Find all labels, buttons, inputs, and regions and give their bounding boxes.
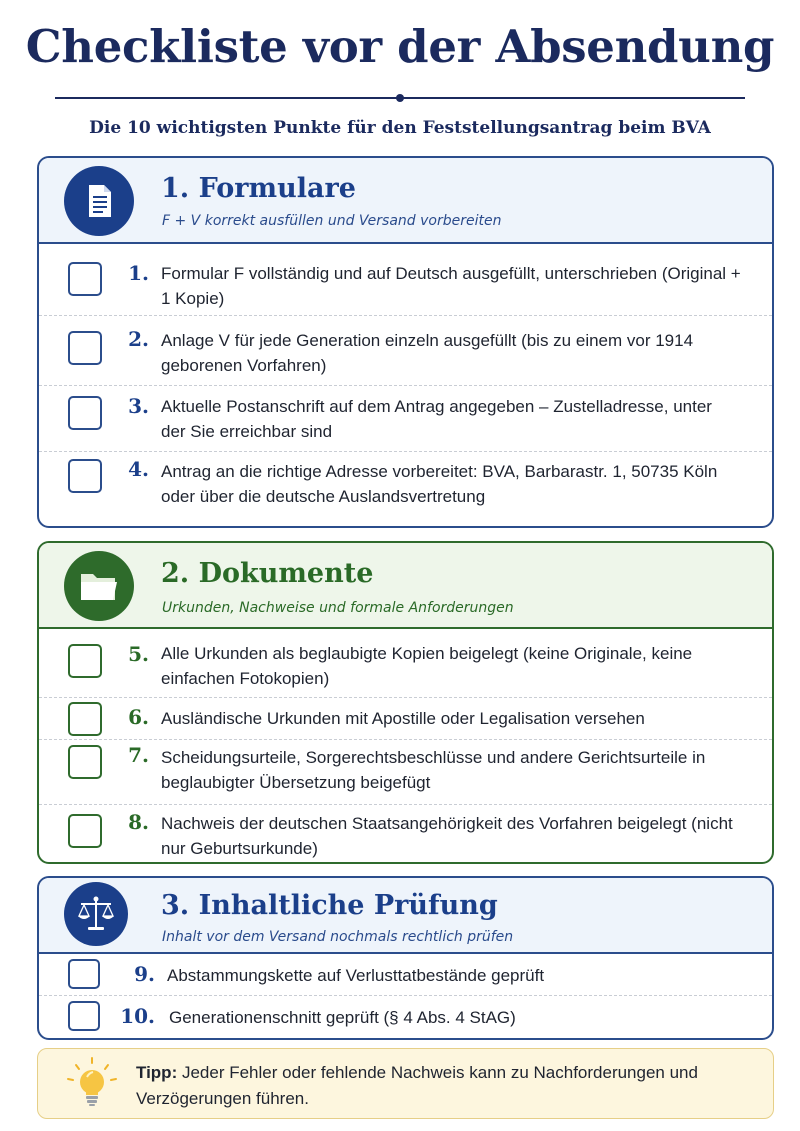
tip-label: Tipp:	[136, 1063, 178, 1082]
item-number: 1.	[128, 261, 149, 285]
item-number: 6.	[128, 705, 149, 729]
checkbox[interactable]	[68, 814, 102, 848]
checkbox[interactable]	[68, 331, 102, 365]
checkbox[interactable]	[68, 396, 102, 430]
section-inhaltliche-pruefung	[37, 876, 774, 1040]
item-text: Formular F vollständig und auf Deutsch ausgefüllt, unterschrieben (Original + 1 Kopie)	[161, 264, 741, 308]
checkbox[interactable]	[68, 959, 100, 989]
item-text: Ausländische Urkunden mit Apostille oder Legalisation versehen	[161, 709, 645, 728]
page-subtitle: Die 10 wichtigsten Punkte für den Feststellungsantrag beim BVA	[89, 118, 711, 138]
checklist-item	[39, 244, 772, 316]
section-subtitle: F + V korrekt ausfüllen und Versand vorbereiten	[162, 213, 502, 229]
checkbox[interactable]	[68, 644, 102, 678]
checklist-item	[39, 805, 772, 862]
item-number: 9.	[134, 962, 155, 986]
item-text: Scheidungsurteile, Sorgerechtsbeschlüsse und andere Gerichtsurteile in beglaubigter Übersetzung beigefügt	[161, 748, 706, 792]
scales-icon	[64, 882, 128, 946]
item-text: Abstammungskette auf Verlusttatbestände geprüft	[167, 966, 545, 985]
page-title: Checkliste vor der Absendung	[25, 20, 775, 73]
checkbox[interactable]	[68, 459, 102, 493]
item-text: Generationenschnitt geprüft (§ 4 Abs. 4 StAG)	[169, 1008, 516, 1027]
section-dokumente	[37, 541, 774, 864]
checkbox[interactable]	[68, 262, 102, 296]
item-number: 2.	[128, 327, 149, 351]
tip-text	[136, 1060, 756, 1112]
title-divider	[55, 96, 745, 100]
checklist-item	[39, 629, 772, 698]
item-number: 8.	[128, 810, 149, 834]
item-number: 4.	[128, 457, 149, 481]
tip-message: Jeder Fehler oder fehlende Nachweis kann zu Nachforderungen und Verzögerungen führen.	[136, 1063, 698, 1108]
section-header	[39, 158, 772, 244]
item-text: Alle Urkunden als beglaubigte Kopien beigelegt (keine Originale, keine einfachen Fotokopien)	[161, 644, 693, 688]
checkbox[interactable]	[68, 745, 102, 779]
section-subtitle: Urkunden, Nachweise und formale Anforderungen	[162, 600, 514, 616]
checkbox[interactable]	[68, 702, 102, 736]
section-header	[39, 543, 772, 629]
checklist-item	[39, 316, 772, 386]
section-header	[39, 878, 772, 954]
section-subtitle: Inhalt vor dem Versand nochmals rechtlich prüfen	[162, 929, 514, 945]
checklist-item	[39, 954, 772, 996]
section-title: 2. Dokumente	[161, 558, 374, 589]
tip-box	[37, 1048, 774, 1119]
folder-icon	[64, 551, 134, 621]
item-number: 5.	[128, 642, 149, 666]
item-number: 10.	[120, 1004, 155, 1028]
section-title: 3. Inhaltliche Prüfung	[161, 890, 498, 921]
item-number: 7.	[128, 743, 149, 767]
checklist-item	[39, 452, 772, 526]
checkbox[interactable]	[68, 1001, 100, 1031]
item-text: Aktuelle Postanschrift auf dem Antrag angegeben – Zustelladresse, unter der Sie erreichbar sind	[161, 397, 712, 441]
section-formulare	[37, 156, 774, 528]
lightbulb-icon	[63, 1055, 121, 1113]
checklist-item	[39, 740, 772, 805]
checklist-item	[39, 386, 772, 452]
section-title: 1. Formulare	[161, 173, 356, 204]
item-text: Nachweis der deutschen Staatsangehörigkeit des Vorfahren beigelegt (nicht nur Geburtsurkunde)	[161, 814, 733, 858]
item-number: 3.	[128, 394, 149, 418]
document-icon	[64, 166, 134, 236]
checklist-item	[39, 996, 772, 1038]
item-text: Anlage V für jede Generation einzeln ausgefüllt (bis zu einem vor 1914 geborenen Vorfahren)	[161, 331, 694, 375]
item-text: Antrag an die richtige Adresse vorbereitet: BVA, Barbarastr. 1, 50735 Köln oder über die deutsche Auslandsvertretung	[161, 462, 718, 506]
checklist-item	[39, 698, 772, 740]
